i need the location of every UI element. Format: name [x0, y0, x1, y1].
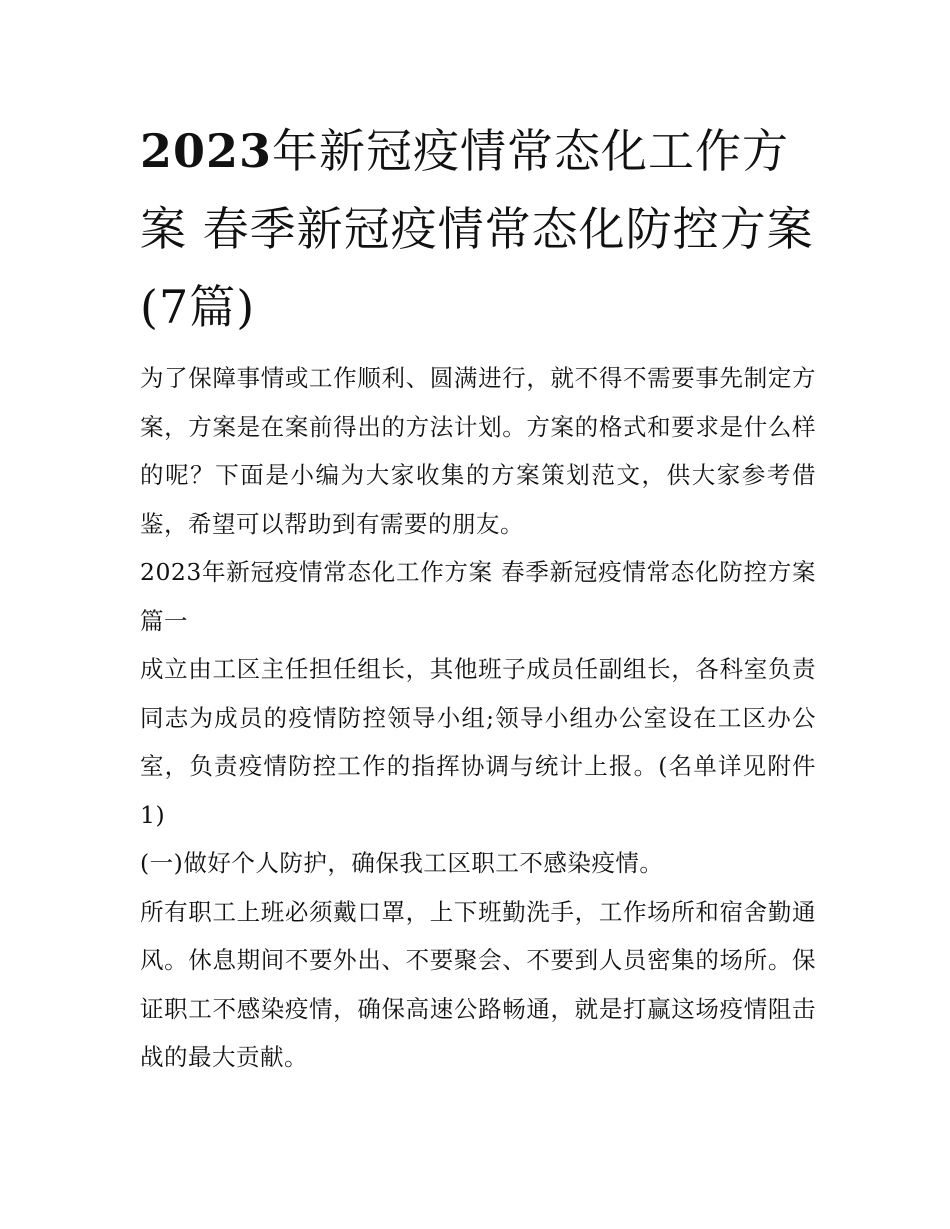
document-title: [140, 112, 816, 346]
document-body: [140, 354, 816, 1082]
title-year: 2023: [140, 124, 273, 178]
section-heading: 2023年新冠疫情常态化工作方案 春季新冠疫情常态化防控方案篇一: [140, 558, 816, 635]
subsection-heading: (一)做好个人防护，确保我工区职工不感染疫情。: [140, 849, 664, 877]
body-paragraph: 所有职工上班必须戴口罩，上下班勤洗手，工作场所和宿舍勤通风。休息期间不要外出、不要聚会、不要到人员密集的场所。保证职工不感染疫情，确保高速公路畅通，就是打赢这场疫情阻击战的最大贡献。: [140, 897, 816, 1071]
body-paragraph: 成立由工区主任担任组长，其他班子成员任副组长，各科室负责同志为成员的疫情防控领导小组;领导小组办公室设在工区办公室，负责疫情防控工作的指挥协调与统计上报。(名单详见附件1): [140, 655, 816, 829]
title-text: 年新冠疫情常态化工作方案 春季新冠疫情常态化防控方案(7篇): [140, 124, 814, 334]
intro-paragraph: 为了保障事情或工作顺利、圆满进行，就不得不需要事先制定方案，方案是在案前得出的方法计划。方案的格式和要求是什么样的呢？下面是小编为大家收集的方案策划范文，供大家参考借鉴，希望可以帮助到有需要的朋友。: [140, 364, 816, 538]
